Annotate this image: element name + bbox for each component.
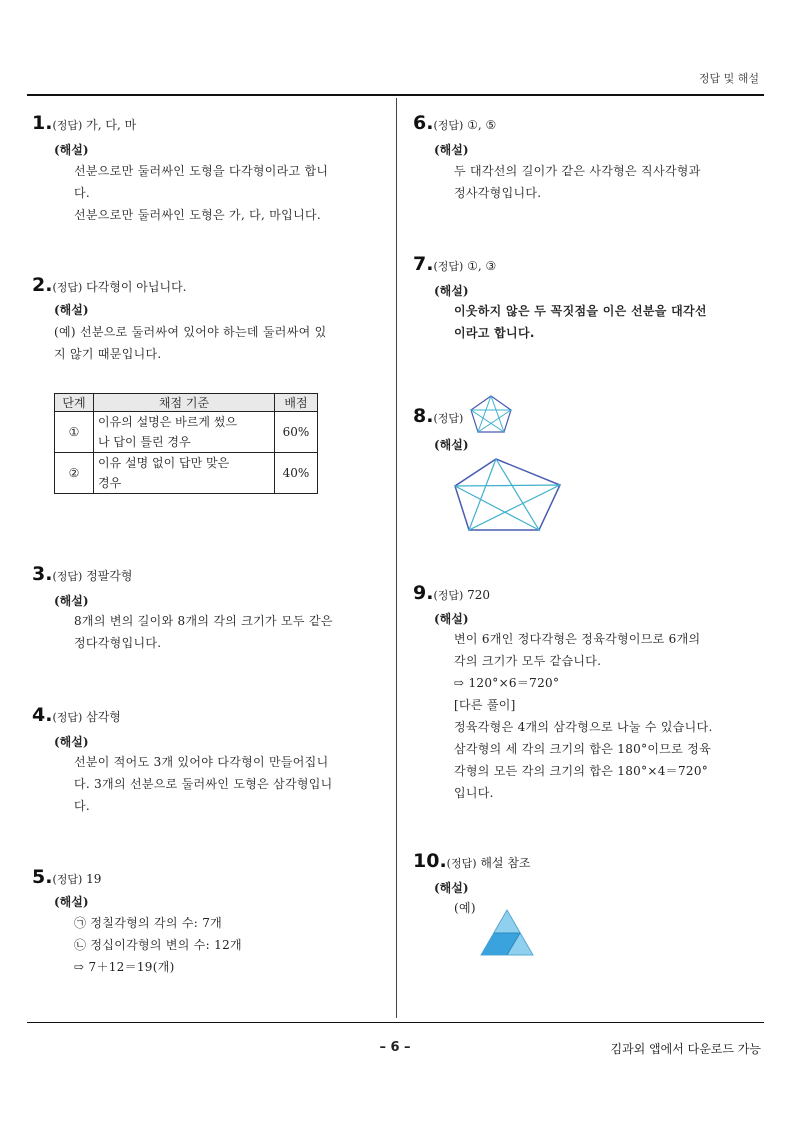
header-rule	[27, 94, 764, 96]
text-line: 각의 크기가 모두 같습니다.	[454, 654, 602, 668]
q7-answer-line	[413, 253, 496, 275]
page-number: – 6 –	[379, 1040, 411, 1055]
row-score: 60%	[275, 412, 318, 453]
row-step: ②	[55, 453, 94, 494]
q1-explanation	[74, 160, 328, 226]
q5-number: 5.	[32, 866, 53, 888]
q4-number: 4.	[32, 704, 53, 726]
q3-answer-line	[32, 563, 133, 585]
row-criteria	[94, 453, 275, 494]
text-line: 입니다.	[454, 786, 494, 800]
answer-label: (정답)	[52, 711, 83, 724]
footer-download-note: 김과외 앱에서 다운로드 가능	[610, 1042, 761, 1056]
q10-example-label: (예)	[454, 901, 476, 915]
column-divider	[396, 98, 397, 1018]
q9-answer-line	[413, 582, 490, 604]
text-line: 정육각형은 4개의 삼각형으로 나눌 수 있습니다.	[454, 720, 713, 734]
q9-explanation-label: (해설)	[434, 612, 469, 626]
text-line: (예) 선분으로 둘러싸여 있어야 하는데 둘러싸여 있	[54, 325, 327, 339]
q10-answer: 해설 참조	[480, 856, 531, 870]
q10-number: 10.	[413, 850, 447, 872]
table-header-score: 배점	[275, 394, 318, 412]
text-line: 이웃하지 않은 두 꼭짓점을 이은 선분을 대각선	[454, 304, 707, 318]
answer-label: (정답)	[52, 281, 83, 294]
q5-explanation-label: (해설)	[54, 895, 89, 909]
answer-label: (정답)	[433, 119, 464, 132]
table-row	[55, 412, 318, 453]
q2-explanation-label: (해설)	[54, 303, 89, 317]
table-header-criteria: 채점 기준	[94, 394, 275, 412]
q6-explanation-label: (해설)	[434, 143, 469, 157]
q10-explanation-label: (해설)	[434, 881, 469, 895]
q3-number: 3.	[32, 563, 53, 585]
q2-answer-line	[32, 274, 187, 296]
q6-answer-line	[413, 112, 496, 134]
answer-label: (정답)	[52, 119, 83, 132]
q3-answer: 정팔각형	[86, 569, 133, 583]
text-line: 지 않기 때문입니다.	[54, 347, 162, 361]
answer-label: (정답)	[433, 589, 464, 602]
text-line: 다.	[74, 186, 91, 200]
text-line: 선분이 적어도 3개 있어야 다각형이 만들어집니	[74, 755, 329, 769]
criteria-line: 이유 설명 없이 답만 맞은	[98, 456, 230, 470]
text-line: 정사각형입니다.	[454, 186, 542, 200]
q5-explanation	[74, 912, 242, 978]
q8-explanation-label: (해설)	[434, 438, 469, 452]
text-line: 선분으로만 둘러싸인 도형은 가, 다, 마입니다.	[74, 208, 321, 222]
q9-answer: 720	[467, 588, 491, 602]
criteria-line: 나 답이 틀린 경우	[98, 435, 191, 449]
answer-label: (정답)	[52, 570, 83, 583]
q8-answer-line	[413, 405, 463, 427]
q4-explanation	[74, 751, 333, 817]
text-line: 각형의 모든 각의 크기의 합은 180°×4＝720°	[454, 764, 709, 778]
page-header: 정답 및 해설	[698, 72, 759, 85]
text-line: [다른 풀이]	[454, 698, 516, 712]
row-criteria	[94, 412, 275, 453]
q9-number: 9.	[413, 582, 434, 604]
triangle-division-figure	[479, 908, 535, 956]
q2-explanation	[54, 321, 327, 365]
q9-explanation	[454, 628, 713, 804]
q6-answer: ①, ⑤	[467, 118, 497, 132]
q4-explanation-label: (해설)	[54, 735, 89, 749]
answer-label: (정답)	[52, 873, 83, 886]
q3-explanation-label: (해설)	[54, 594, 89, 608]
q1-answer: 가, 다, 마	[86, 118, 137, 132]
footer-rule	[27, 1022, 764, 1023]
q6-explanation	[454, 160, 701, 204]
q3-explanation	[74, 610, 333, 654]
text-line: 선분으로만 둘러싸인 도형을 다각형이라고 합니	[74, 164, 329, 178]
q2-number: 2.	[32, 274, 53, 296]
q5-answer-line	[32, 866, 101, 888]
q7-explanation-label: (해설)	[434, 284, 469, 298]
text-line: 두 대각선의 길이가 같은 사각형은 직사각형과	[454, 164, 701, 178]
q5-answer: 19	[86, 872, 102, 886]
answer-label: (정답)	[433, 260, 464, 273]
criteria-line: 이유의 설명은 바르게 썼으	[98, 415, 237, 429]
text-line: 삼각형의 세 각의 크기의 합은 180°이므로 정육	[454, 742, 711, 756]
q1-answer-line	[32, 112, 136, 134]
text-line: ⇨ 120°×6＝720°	[454, 676, 560, 690]
table-header-step: 단계	[55, 394, 94, 412]
table-header-row	[55, 394, 318, 412]
q8-number: 8.	[413, 405, 434, 427]
text-line: 변이 6개인 정다각형은 정육각형이므로 6개의	[454, 632, 701, 646]
q7-explanation	[454, 300, 707, 344]
text-line: 다. 3개의 선분으로 둘러싸인 도형은 삼각형입니	[74, 777, 333, 791]
row-step: ①	[55, 412, 94, 453]
text-line: ㉡ 정십이각형의 변의 수: 12개	[74, 938, 242, 952]
criteria-line: 경우	[98, 476, 122, 490]
text-line: ⇨ 7＋12＝19(개)	[74, 960, 175, 974]
text-line: 다.	[74, 799, 91, 813]
q4-answer-line	[32, 704, 121, 726]
small-pentagon-diagonals-figure	[468, 393, 514, 435]
q7-answer: ①, ③	[467, 259, 497, 273]
text-line: ㉠ 정칠각형의 각의 수: 7개	[74, 916, 223, 930]
text-line: 8개의 변의 길이와 8개의 각의 크기가 모두 같은	[74, 614, 333, 628]
q6-number: 6.	[413, 112, 434, 134]
q1-number: 1.	[32, 112, 53, 134]
q7-number: 7.	[413, 253, 434, 275]
q4-answer: 삼각형	[86, 710, 121, 724]
text-line: 정다각형입니다.	[74, 636, 162, 650]
text-line: 이라고 합니다.	[454, 326, 535, 340]
q2-answer: 다각형이 아닙니다.	[86, 280, 187, 294]
scoring-table	[54, 393, 318, 494]
row-score: 40%	[275, 453, 318, 494]
table-row	[55, 453, 318, 494]
pentagon-diagonals-figure	[452, 456, 564, 532]
q10-answer-line	[413, 850, 531, 872]
answer-label: (정답)	[446, 857, 477, 870]
q1-explanation-label: (해설)	[54, 143, 89, 157]
answer-label: (정답)	[433, 412, 464, 425]
